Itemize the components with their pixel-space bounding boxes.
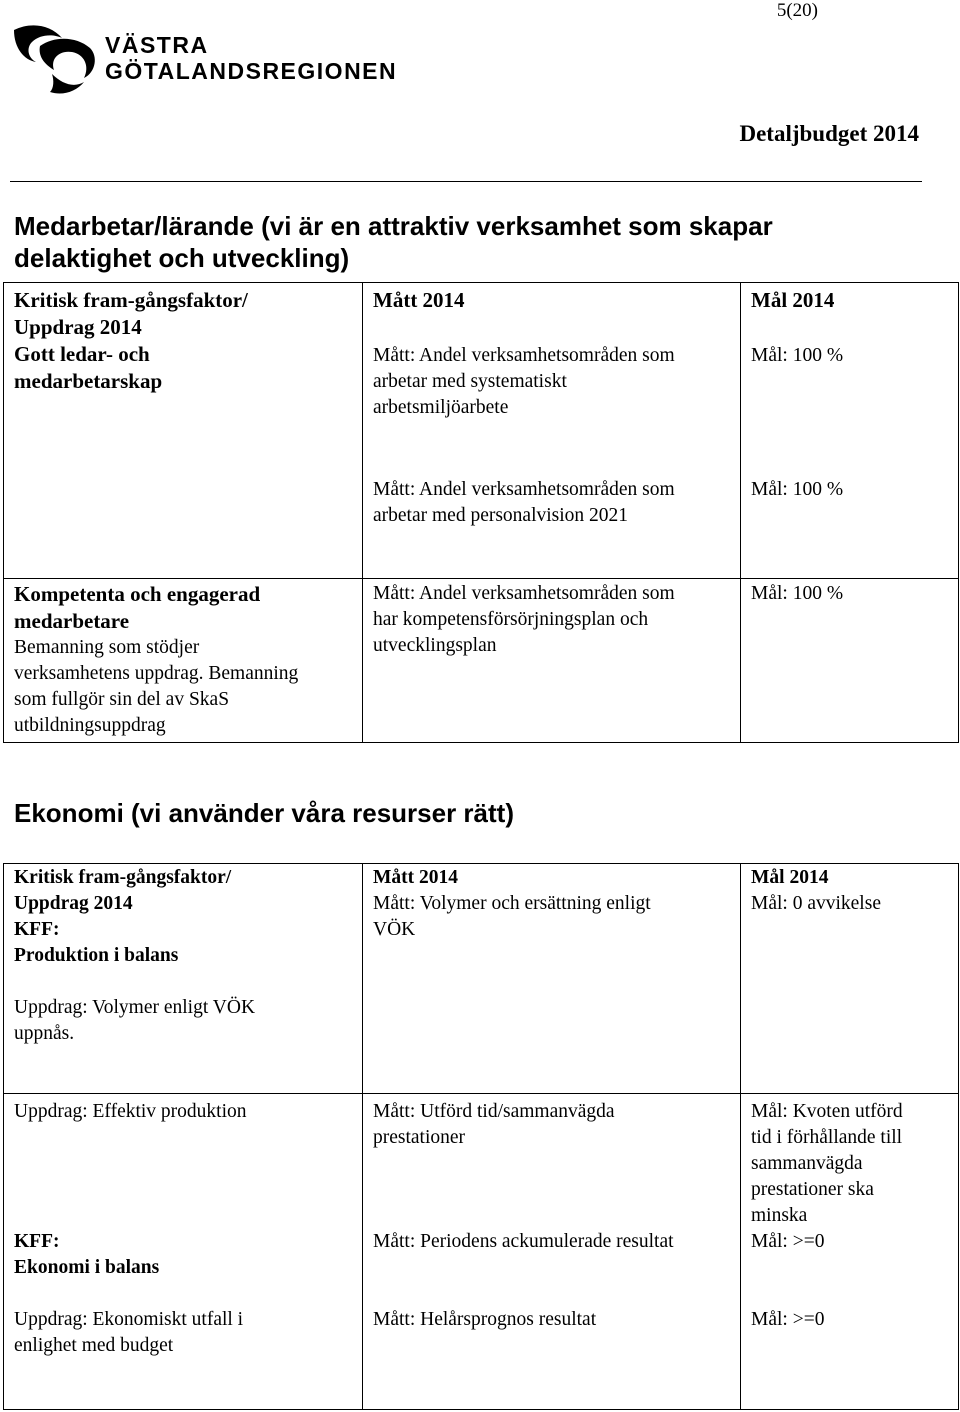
logo-text-gotalandsregionen: GÖTALANDSREGIONEN bbox=[105, 58, 398, 84]
page-number: 5(20) bbox=[776, 0, 818, 21]
goal-cell: Mål: Kvoten utförd tid i förhållande till sammanvägda prestationer ska minska Mål: >=0 Mål: >=0 bbox=[741, 1094, 959, 1410]
logo-text-vastra: VÄSTRA bbox=[105, 32, 209, 58]
vgr-swirl-logo-icon bbox=[10, 18, 102, 98]
table-ekonomi bbox=[3, 863, 959, 1410]
measure-cell: Mått: Andel verksamhetsområden som har kompetensförsörjningsplan och utvecklingsplan bbox=[363, 578, 741, 742]
table-row bbox=[4, 341, 959, 578]
measure-cell: Mått: Andel verksamhetsområden som arbetar med systematiskt arbetsmiljöarbete Mått: Andel verksamhetsområden som arbetar med personalvision 2021 bbox=[363, 341, 741, 578]
factor-cell: Kritisk fram-gångsfaktor/ Uppdrag 2014 KFF: Produktion i balans Uppdrag: Volymer enligt VÖK uppnås. bbox=[4, 864, 363, 1094]
section-heading-ekonomi: Ekonomi (vi använder våra resurser rätt) bbox=[14, 798, 514, 828]
measure-cell: Mått 2014 Mått: Volymer och ersättning enligt VÖK bbox=[363, 864, 741, 1094]
section-heading-medarbetar: Medarbetar/lärande (vi är en attraktiv verksamhet som skapar delaktighet och utveckling) bbox=[14, 211, 773, 273]
factor-cell: Uppdrag: Effektiv produktion KFF: Ekonomi i balans Uppdrag: Ekonomiskt utfall i enlighet med budget bbox=[4, 1094, 363, 1410]
header-cell-goal: Mål 2014 bbox=[741, 283, 959, 342]
table-header-row bbox=[4, 283, 959, 342]
goal-cell: Mål: 100 % Mål: 100 % bbox=[741, 341, 959, 578]
factor-cell: Kompetenta och engagerad medarbetare Bemanning som stödjer verksamhetens uppdrag. Bemanning som fullgör sin del av SkaS utbildningsuppdrag bbox=[4, 578, 363, 742]
factor-cell: Gott ledar- och medarbetarskap bbox=[4, 341, 363, 578]
goal-cell: Mål 2014 Mål: 0 avvikelse bbox=[741, 864, 959, 1094]
table-row bbox=[4, 578, 959, 742]
table-row bbox=[4, 1094, 959, 1410]
header-cell-measure: Mått 2014 bbox=[363, 283, 741, 342]
table-row bbox=[4, 864, 959, 1094]
header-cell-factor: Kritisk fram-gångsfaktor/ Uppdrag 2014 bbox=[4, 283, 363, 342]
measure-cell: Mått: Utförd tid/sammanvägda prestationer Mått: Periodens ackumulerade resultat Mått: Helårsprognos resultat bbox=[363, 1094, 741, 1410]
vgr-logo bbox=[10, 18, 398, 98]
document-title: Detaljbudget 2014 bbox=[739, 121, 919, 146]
header-rule bbox=[10, 181, 922, 182]
table-medarbetar bbox=[3, 282, 959, 743]
goal-cell: Mål: 100 % bbox=[741, 578, 959, 742]
